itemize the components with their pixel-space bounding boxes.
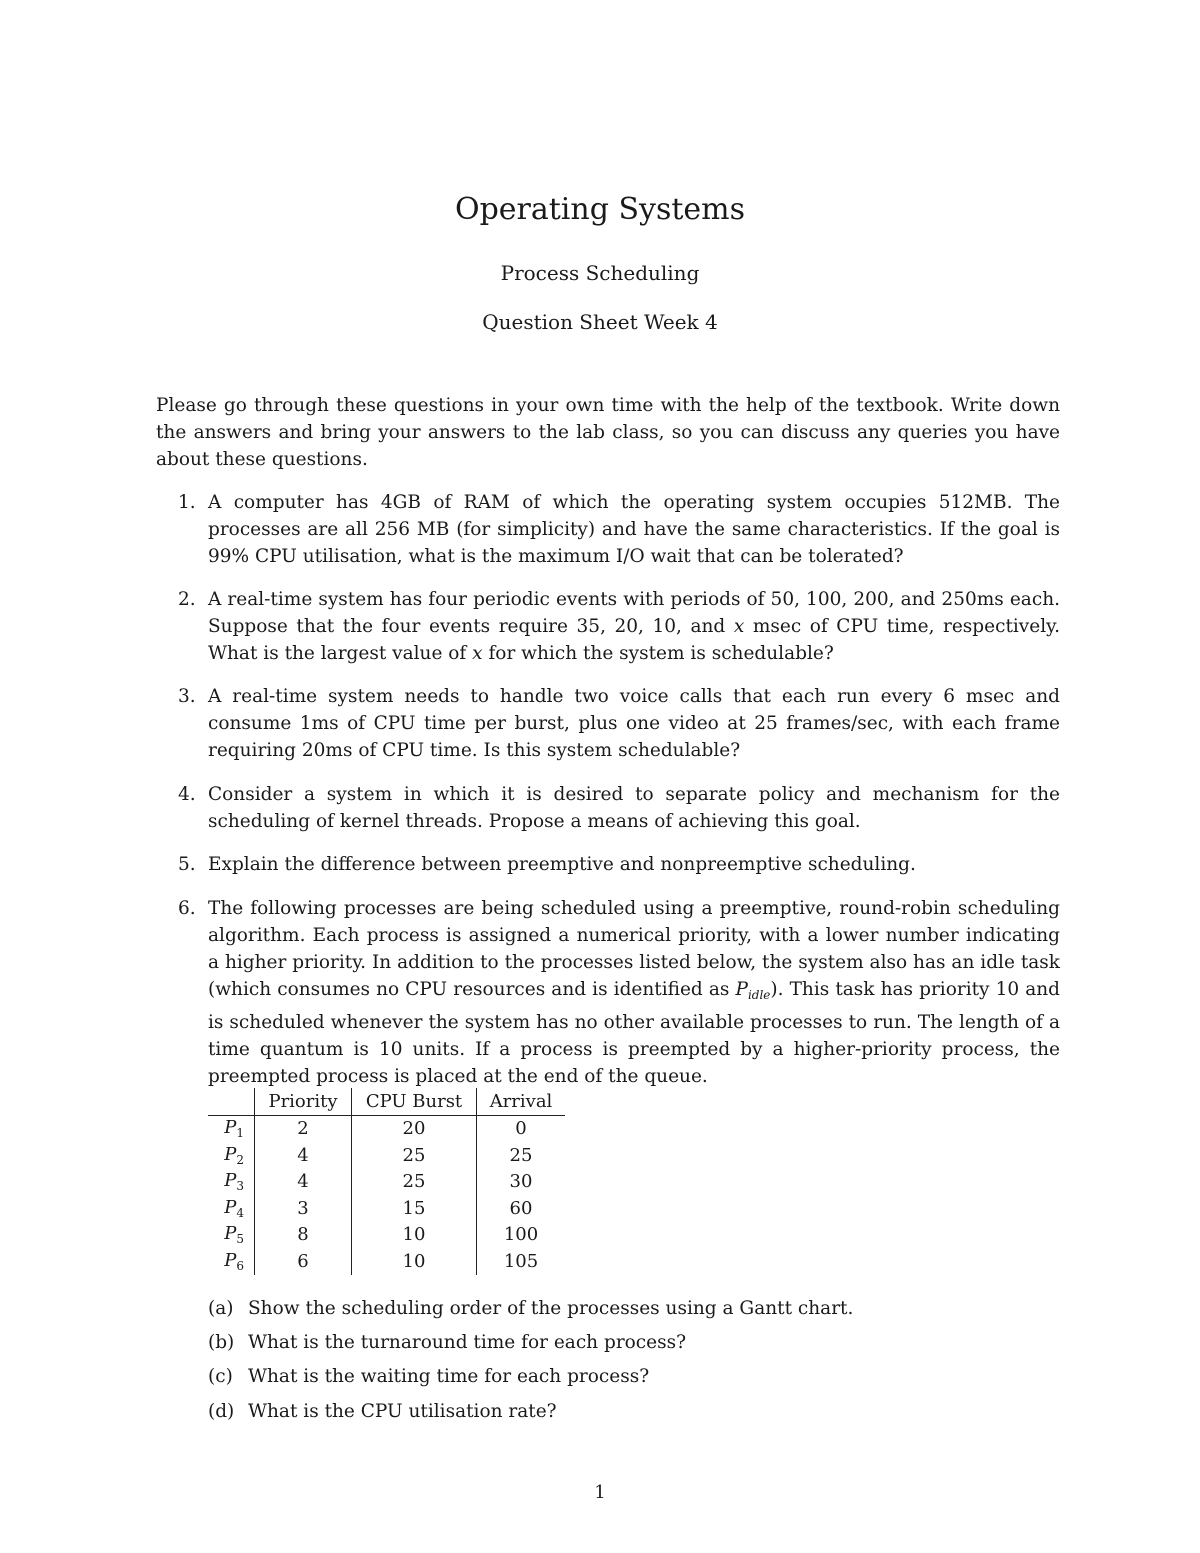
question-2 <box>156 586 1060 667</box>
arrival-cell: 60 <box>477 1195 566 1222</box>
burst-cell: 25 <box>352 1169 477 1196</box>
intro-paragraph: Please go through these questions in your own time with the help of the textbook. Write down the answers and bring your answers to the lab class, so you can discuss any queries you have about these questions. <box>156 395 1060 470</box>
page-number: 1 <box>594 1482 606 1503</box>
subquestion-label: (d) <box>208 1401 235 1422</box>
table-row <box>208 1195 565 1222</box>
question-text-part: msec of CPU time, respectively. What is the largest value of <box>208 616 1060 664</box>
question-text: Explain the difference between preemptive and nonpreemptive scheduling. <box>208 854 916 875</box>
question-3 <box>156 683 1060 764</box>
question-number: 1. <box>178 492 196 513</box>
question-text-part: ). This task has priority 10 and is scheduled whenever the system has no other available processes to run. The length of a time quantum is 10 units. If a process is preempted by a higher-priority process, the preempted process is placed at the end of the queue. <box>208 979 1061 1087</box>
table-row <box>208 1248 565 1275</box>
process-label: $P_2$ <box>224 1143 244 1167</box>
question-text-part: The following processes are being scheduled using a preemptive, round-robin scheduling algorithm. Each process is assigned a numerical priority, with a lower number indicating a higher priority. In addition to the processes listed below, the system also has an idle task (which consumes no CPU resources and is identified as <box>208 898 1060 1000</box>
burst-cell: 20 <box>352 1115 477 1142</box>
subquestion-text: What is the waiting time for each process? <box>248 1366 650 1387</box>
process-label: $P_5$ <box>224 1223 244 1247</box>
column-header-cpu-burst: CPU Burst <box>352 1088 477 1115</box>
process-table <box>208 1088 565 1275</box>
table-row <box>208 1169 565 1196</box>
table-corner-cell <box>208 1088 255 1115</box>
question-number: 2. <box>178 589 196 610</box>
sheet-label: Question Sheet Week 4 <box>482 310 718 334</box>
table-row <box>208 1115 565 1142</box>
question-number: 3. <box>178 686 196 707</box>
priority-cell: 4 <box>255 1169 352 1196</box>
subquestion-text: What is the turnaround time for each process? <box>248 1332 687 1353</box>
priority-cell: 6 <box>255 1248 352 1275</box>
burst-cell: 15 <box>352 1195 477 1222</box>
table-row <box>208 1222 565 1249</box>
question-text-part: for which the system is schedulable? <box>482 643 834 664</box>
arrival-cell: 100 <box>477 1222 566 1249</box>
priority-cell: 4 <box>255 1142 352 1169</box>
subquestion-a <box>208 1295 1058 1322</box>
subquestion-label: (b) <box>208 1332 235 1353</box>
math-subscript: idle <box>747 988 771 1002</box>
burst-cell: 10 <box>352 1248 477 1275</box>
table-row <box>208 1142 565 1169</box>
question-text: A computer has 4GB of RAM of which the operating system occupies 512MB. The processes are all 256 MB (for simplicity) and have the same characteristics. If the goal is 99% CPU utilisation, what is the maximum I/O wait that can be tolerated? <box>208 492 1060 567</box>
priority-cell: 8 <box>255 1222 352 1249</box>
arrival-cell: 25 <box>477 1142 566 1169</box>
subquestion-label: (c) <box>208 1366 233 1387</box>
process-label: $P_6$ <box>224 1249 244 1273</box>
math-variable: x <box>472 643 483 664</box>
column-header-arrival: Arrival <box>477 1088 566 1115</box>
subquestion-c <box>208 1363 1058 1390</box>
subquestion-text: What is the CPU utilisation rate? <box>248 1401 557 1422</box>
burst-cell: 10 <box>352 1222 477 1249</box>
question-5 <box>156 851 1060 878</box>
priority-cell: 2 <box>255 1115 352 1142</box>
process-label: $P_3$ <box>224 1170 244 1194</box>
question-text: Consider a system in which it is desired to separate policy and mechanism for the scheduling of kernel threads. Propose a means of achieving this goal. <box>208 784 1060 832</box>
subquestion-d <box>208 1398 1058 1425</box>
process-label: $P_4$ <box>224 1196 244 1220</box>
question-text <box>208 586 1060 667</box>
question-1 <box>156 489 1060 570</box>
question-text: A real-time system needs to handle two voice calls that each run every 6 msec and consume 1ms of CPU time per burst, plus one video at 25 frames/sec, with each frame requiring 20ms of CPU time. Is this system schedulable? <box>208 686 1060 761</box>
arrival-cell: 0 <box>477 1115 566 1142</box>
question-number: 4. <box>178 784 196 805</box>
question-4 <box>156 781 1060 835</box>
question-number: 5. <box>178 854 196 875</box>
document-subtitle: Process Scheduling <box>500 261 700 285</box>
math-variable: x <box>733 616 745 637</box>
table-header-row <box>208 1088 565 1115</box>
arrival-cell: 30 <box>477 1169 566 1196</box>
question-text <box>208 895 1060 1090</box>
subquestion-label: (a) <box>208 1298 234 1319</box>
math-variable: P <box>735 979 748 1000</box>
process-label: $P_1$ <box>224 1117 244 1141</box>
question-6 <box>156 895 1060 1090</box>
burst-cell: 25 <box>352 1142 477 1169</box>
priority-cell: 3 <box>255 1195 352 1222</box>
arrival-cell: 105 <box>477 1248 566 1275</box>
subquestion-text: Show the scheduling order of the processes using a Gantt chart. <box>248 1298 854 1319</box>
column-header-priority: Priority <box>255 1088 352 1115</box>
document-title: Operating Systems <box>454 192 746 227</box>
subquestion-b <box>208 1329 1058 1356</box>
question-text-part: A real-time system has four periodic events with periods of 50, 100, 200, and 250ms each. Suppose that the four events require 35, 20, 10, and <box>208 589 1060 637</box>
question-number: 6. <box>178 898 196 919</box>
